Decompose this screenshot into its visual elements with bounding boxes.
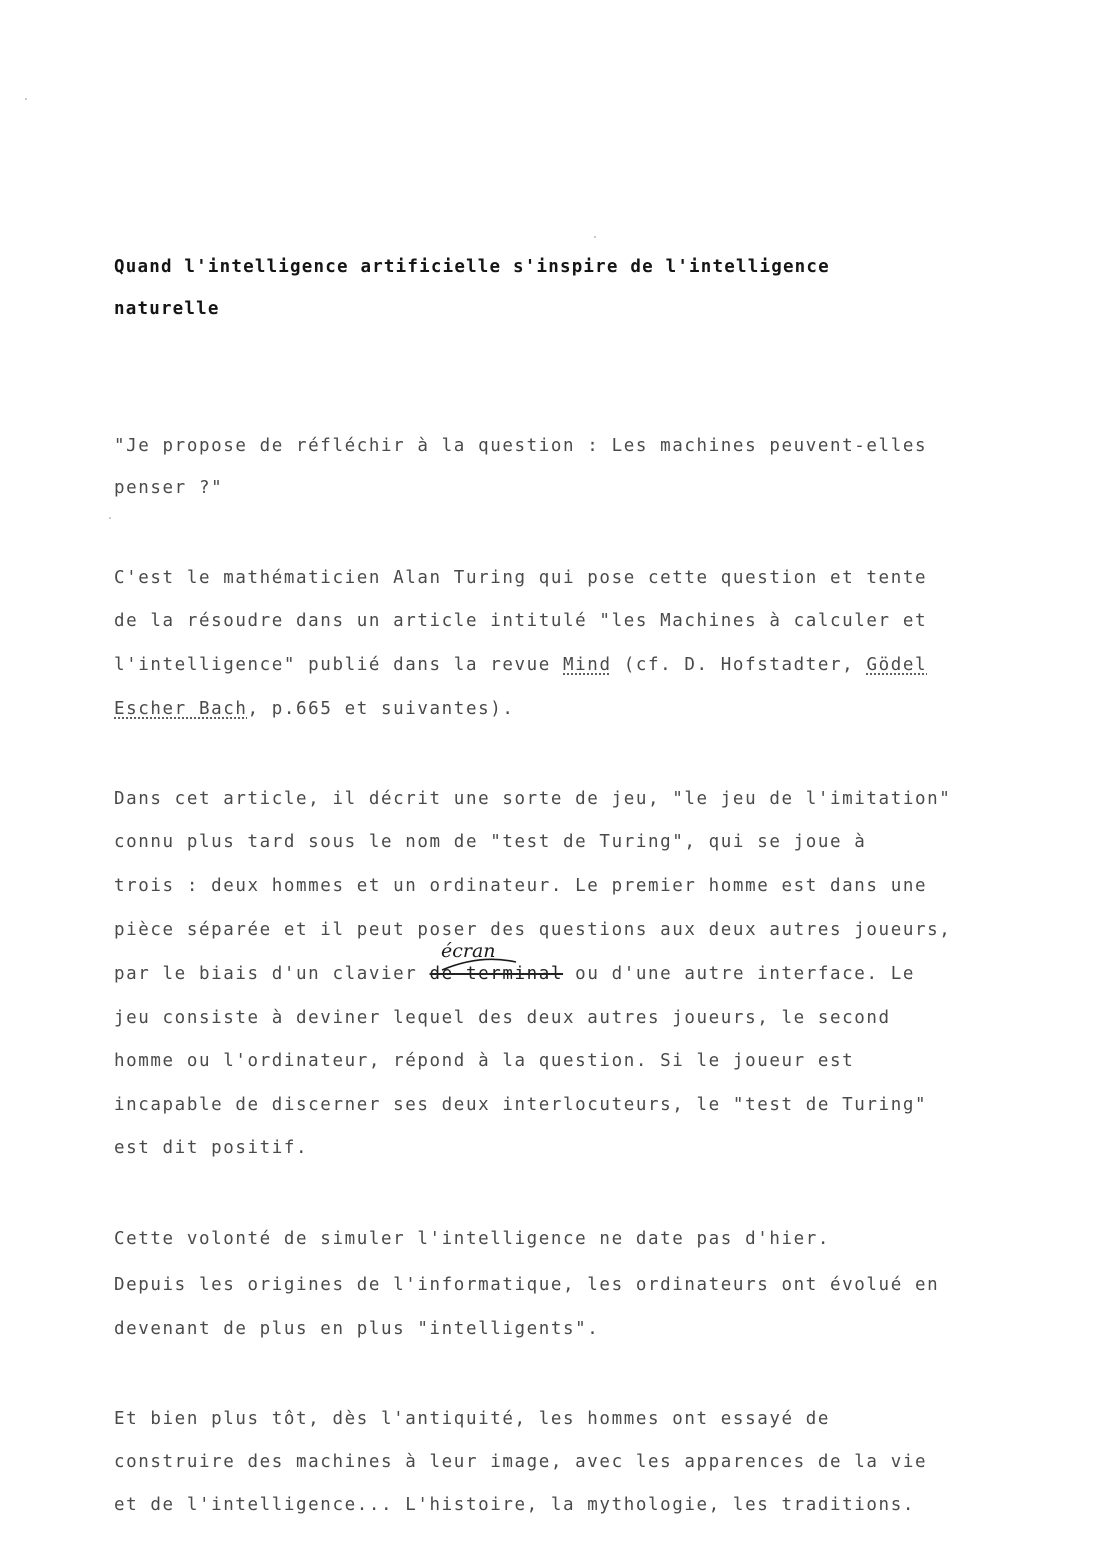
struck-text: de terminal (429, 964, 564, 984)
para4-line-1: Et bien plus tôt, dès l'antiquité, les hommes ont essayé de (114, 1409, 831, 1429)
para1-line-3 (114, 654, 927, 676)
para1-line-4 (114, 698, 515, 720)
para2-line-5-text: ou d'une autre interface. Le (563, 964, 915, 984)
para4-line-3: et de l'intelligence... L'histoire, la mythologie, les traditions. (114, 1495, 915, 1515)
para2-line-3: trois : deux hommes et un ordinateur. Le premier homme est dans une (114, 876, 928, 896)
journal-title: Mind (563, 655, 612, 675)
para4-line-2: construire des machines à leur image, avec les apparences de la vie (114, 1452, 928, 1472)
para1-line-2: de la résoudre dans un article intitulé "les Machines à calculer et (114, 611, 928, 631)
para2-line-8: incapable de discerner ses deux interlocuteurs, le "test de Turing" (114, 1095, 928, 1115)
para1-line-3-text: l'intelligence" publié dans la revue (114, 655, 564, 675)
title-line-2: naturelle (114, 299, 220, 319)
para2-line-1: Dans cet article, il décrit une sorte de jeu, "le jeu de l'imitation" (114, 789, 952, 809)
para2-line-5 (114, 963, 915, 985)
scan-speck (109, 517, 111, 519)
book-title-part: Escher Bach (114, 699, 248, 719)
para1-line-4-text: , p.665 et suivantes). (247, 699, 515, 719)
quote-line-1: "Je propose de réfléchir à la question : Les machines peuvent-elles (114, 436, 928, 456)
para2-line-6: jeu consiste à deviner lequel des deux autres joueurs, le second (114, 1008, 891, 1028)
scan-speck (25, 98, 27, 100)
para1-line-3-text: (cf. D. Hofstadter, (611, 655, 867, 675)
para2-line-4: pièce séparée et il peut poser des questions aux deux autres joueurs, (114, 920, 952, 940)
title-line-1: Quand l'intelligence artificielle s'inspire de l'intelligence (114, 257, 830, 277)
para3-line-1: Cette volonté de simuler l'intelligence ne date pas d'hier. (114, 1229, 831, 1249)
book-title-part: Gödel (866, 655, 928, 675)
para1-line-1: C'est le mathématicien Alan Turing qui pose cette question et tente (114, 568, 928, 588)
scan-speck (594, 236, 596, 238)
para2-line-9: est dit positif. (114, 1138, 309, 1158)
para2-line-7: homme ou l'ordinateur, répond à la question. Si le joueur est (114, 1051, 855, 1071)
para2-line-2: connu plus tard sous le nom de "test de Turing", qui se joue à (114, 832, 867, 852)
handwritten-correction: écran (441, 940, 496, 962)
para3-line-2: Depuis les origines de l'informatique, les ordinateurs ont évolué en (114, 1275, 940, 1295)
para2-line-5-text: par le biais d'un clavier (114, 964, 430, 984)
para3-line-3: devenant de plus en plus "intelligents". (114, 1319, 600, 1339)
quote-line-2: penser ?" (114, 478, 224, 498)
